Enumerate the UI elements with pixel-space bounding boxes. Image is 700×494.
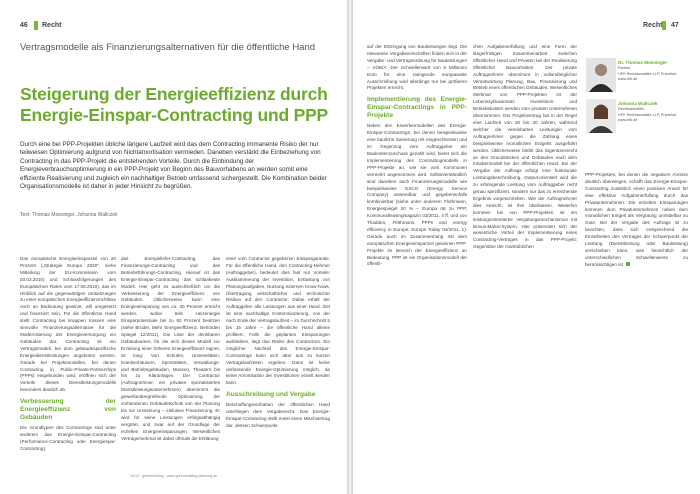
article-subtitle: Vertragsmodelle als Finanzierungsalternativen für die öffentliche Hand: [20, 42, 316, 53]
paragraph: einer vom Contractor gegebenen Einspargarantie. Für die öffentliche Hand, den Contracting-Nehmer (Auftraggeber), bedeutet dies fast nur Vorteile: Ausklammerung der Investition, Entlastung von Planungsaufgaben, Nutzung externen Know-hows, Übertragung wirtschaftlicher und technischer Risiken auf den Contractor. Dabei erhält der Auftraggeber alle Leistungen aus einer Hand. Ziel ist eine nachhaltige Kostenminderung, von der nach Ende der Vertragslaufzeit – im Durchschnitt 5 bis 15 Jahre – die öffentliche Hand alleine profitiert. Falls die geplanten Einsparungen ausbleiben, liegt das Risiko des Contractors. Ein möglicher Nachteil des Energie-Einspar-Contractings kann sich aber aus zu kurzen Vertragslaufzeiten ergeben. Dann ist keine umfassende Energie-Optimierung möglich, da keine Amortisation der Investitionen erzielt werden kann.: [226, 256, 330, 386]
paragraph: auf der Erbringung von Bauleistungen liegt. Die relevanten Vergabevorschriften finden sich in der Vergabe- und Vertragsordnung für Bauleistungen – VOB/A. Der Schwellenwert von 5 Millionen Euro für eine zwingende europaweite Ausschreibung wird allerdings nur bei größeren Projekten erreicht.: [367, 44, 467, 91]
author-card-2: [618, 101, 688, 124]
right-page: [353, 0, 700, 494]
page-number: 47: [671, 22, 679, 29]
article-title: Steigerung der Energieeffizienz durch Energie-Einspar-Contracting und PPP: [20, 84, 329, 125]
page-footer: 04/13 · greenbuilding · www.greenbuilding-planning.de: [130, 474, 217, 478]
author-website[interactable]: www.hfk.de: [618, 118, 638, 123]
page-number: 46: [20, 22, 28, 29]
article-end-mark: [626, 262, 630, 266]
paragraph: Beschaffungsvorhaben der öffentlichen Hand unterliegen dem Vergaberecht. Das Energie-Einspar-Contracting stellt meist einen Mischvertrag dar, dessen Schwerpunkt: [226, 402, 330, 428]
paragraph: Neben den Erwerbermodellen des Energie-Einspar-Contractings, bei denen beispielsweise eine bauliche Sanierung mit eingeschlossen und im Gegenzug vom Auftraggeber ein Baukostenzuschuss gezahlt wird, bietet sich die Implementierung des Contractingmodells in PPP-Projekte an, wie sie vom Kommunen vermehrt angenommen wird. Selbstverständlich sind daneben auch Finanzierungsmodelle wie beispielsweise ESCO (Energy Service Company) anwendbar und gegebenenfalls kombinierbar (siehe unter anderem Flothmann, Energiespiegel 20 % – Europa rät zu PPP, Kommunalleasingmagazin 03/2011, 4 ff. und von Thadden, Flöthmann, PPPs and energy efficiency in Europe, Europe Today 04/2011, 1). Gerade auch im Zusammenhang mit dem europäischen Energieeinsparziel gewinnen PPP-Projekte im Bereich der Energieeffizienz an Bedeutung. PPP ist ein Organisationsmodell der öffentli-: [367, 123, 467, 267]
body-column-1: [20, 256, 116, 470]
author-firm: HFK Rechtsanwälte LLP, Frankfurt: [618, 71, 677, 76]
author-role: Partner,: [618, 66, 632, 70]
body-column-1: [367, 44, 467, 474]
author-firm: HFK Rechtsanwälte LLP, Frankfurt: [618, 112, 677, 117]
paragraph: Die Grundtypen des Contractings sind unter anderem das Energie-Einspar-Contracting (Performance-Contracting oder Energiespar-Contracting),: [20, 425, 116, 451]
author-card-1: [618, 60, 688, 83]
author-photo-2: [586, 99, 616, 133]
author-role: Rechtsanwältin,: [618, 107, 645, 111]
body-column-2: [121, 256, 220, 470]
section-heading: Ausschreibung und Vergabe: [226, 391, 316, 399]
section-heading: Verbesserung der Energieeffizienz von Gebäuden: [20, 398, 116, 422]
author-name: Johanna Wallczek: [618, 101, 658, 106]
author-name: Dr. Thomas Moesinger: [618, 60, 668, 65]
section-label: Recht: [643, 22, 663, 29]
section-label: Recht: [42, 22, 62, 29]
body-column-3: [585, 172, 688, 267]
paragraph: [585, 172, 688, 269]
body-column-3: [226, 256, 330, 470]
section-marker: [662, 21, 666, 30]
article-credits: Text: Thomas Moesinger, Johanna Wallczek: [20, 212, 118, 218]
left-page: [0, 0, 347, 494]
section-heading: Implementierung des Energie-Einspar-Contractings in PPP-Projekte: [367, 96, 467, 120]
article-intro: Durch eine bei PPP-Projekten übliche längere Laufzeit wird das dem Contracting immanente Risiko der nur teilweisen Optimierung aufgrund von Nichtamortisation vermieden. Daneben verstärkt die Einbeziehung von Contracting in das PPP-Projekt die entstehenden Vorteile. Durch die Einbindung der Energieverbrauchsoptimierung in ein PPP-Projekt von Beginn des Bauvorhabens an werden somit eine effiziente Realisierung und zugleich ein nachhaltiger Betrieb umfassend sichergestellt. Die Kombination beider Organisationsmodelle ist daher in jeder Hinsicht zu begrüßen.: [20, 141, 327, 191]
author-website[interactable]: www.hfk.de: [618, 77, 638, 82]
paragraph: chen Aufgabenerfüllung und eine Form der längerfristigen Zusammenarbeit zwischen öffentlicher Hand und Privaten bei der Realisierung öffentlicher Bauvorhaben. Der private Auftragnehmer übernimmt in vollumfänglicher Verantwortung Planung, Bau, Finanzierung und Betrieb eines öffentlichen Gebäudes. Wesentliches Merkmal von PPP-Projekten ist der Lebenszyklusansatz: Investitions- und Betriebskosten werden vom privaten Unternehmen übernommen. Der Projektvertrag hat in der Regel eine Laufzeit von 20 bis 30 Jahren, während welcher die vereinbarten Leistungen vom Auftragnehmer gegen die Zahlung eines beispielsweise monatlichen Entgelts ausgeführt werden. Üblicherweise bleibt das Eigentumsrecht an den Grundstücken und Gebäuden nach dem Inhabermodell bei der öffentlichen Hand. Bei der Vergabe der Auftrags erfolgt eine funktionale Leistungsbeschreibung. Output-orientiert wird die zu erbringende Leistung vom Auftraggeber nicht genau spezifiziert, sondern nur das zu erreichende Ergebnis vorgeschrieben. Wie der Auftragnehmer dies erreicht, ist ihm überlassen. Weiterhin kommen bei von PPP-Projekten ist ein leistungsorientierter Vergütungsmechanismus mit Bonus-Malus-System. Hier präsentiert sich der wesentliche Vorteil der Implementierung eines Contracting-Vertrages in das PPP-Projekt: Gegenüber der marktüblichen: [473, 44, 577, 250]
paragraph-text: PPP-Projekten, bei denen die negativen Anreize deutlich überwiegen, schafft das Energie-Einspar-Contracting zusätzlich einen positiven Anreiz für eine effektive Aufgabenerfüllung durch das Privatunternehmen. Die erzielten Einsparungen kommen dem Privatunternehmen neben dem monatlichen Entgelt als Vergütung unmittelbar zu Gute. Bei der Vergabe des Auftrags ist zu beachten, dass sich entsprechend die Einzelheiten des Vertrages der Schwerpunkt der Leistung (Dienstleistung oder Bauleistung) verschieben kann, was hinsichtlich der unterschiedlichen Schwellenwerte zu berücksichtigen ist.: [585, 172, 688, 267]
paragraph: Das europäische Energieeinsparziel von 20 Prozent („Strategie Europa 2020“, siehe Mitteilung der EU-Kommission vom 03.03.2010) und Schlussfolgerungen des Europäischen Rates vom 17.06.2010), das im Hinblick auf die gegenwärtigen Umsetzungen zu einer europäischen Energieeffizienzrichtlinie noch an Bedeutung gewinnt, will umgesetzt und finanziert sein. Für die öffentliche Hand stellt Contracting bei knappen Kassen eine sinnvolle Finanzierungsalternative für die Modernisierung der Energieversorgung ein Gebäuden dar. Contracting ist ein Vertragsmodell, bei dem gebäudespezifische Energiedienstleistungen angeboten werden. Gerade bei Projektmodellen, bei denen Contracting in Public-Private-Partnerships (PPPs) eingebunden wird, eröffnen sich der Vorteile dieses Dienstleistungsmodells besonders deutlich ab.: [20, 256, 116, 393]
section-marker: [34, 21, 38, 30]
author-photo-1: [586, 58, 616, 92]
paragraph: das Energieliefer-Contracting, das Finanzierungs-Contracting und das Betriebsführungs-Contracting. Hierauf ist das Energie-Einspar-Contracting das schlankeste Modell. Hier geht es ausschließlich um die Verbesserung der Energieeffizienz von Gebäuden. Üblicherweise kann eine Energieeinsparung von ca. 30 Prozent erreicht werden, wobei teils Heizenergie Einsparpotenziale bis zu 60 Prozent besitzen (siehe Bruder, Mehr Energieeffizienz, Behörden Spiegel 12/2011). Die Liste der denkbaren Gebäudearten, für die sich dieses Modell zur Erzielung einer höheren Energieeffizienz eignet, ist lang: Von Schulen, Universitäten, Krankenhäusern, Sportstätten, Verwaltungs- und Betriebsgebäuden, Museen, Theatern bis hin zu Kläranlagen. Der Contractor (Auftragnehmer, ein privates spezialisiertes Dienstleistungsunternehmen) übernimmt die gewerkeübergreifende Optimierung der vorhandenen Gebäudetechnik von der Planung bis zur Umsetzung – inklusive Finanzierung. Er wird für seine Leistungen erfolgsabhängig vergütet, und zwar auf der Grundlage der erzielten Energieeinsparungen. Wesentliches Vertragsmerkmal ist dabei oftmals die Erklärung: [121, 256, 220, 441]
body-column-2: [473, 44, 577, 474]
